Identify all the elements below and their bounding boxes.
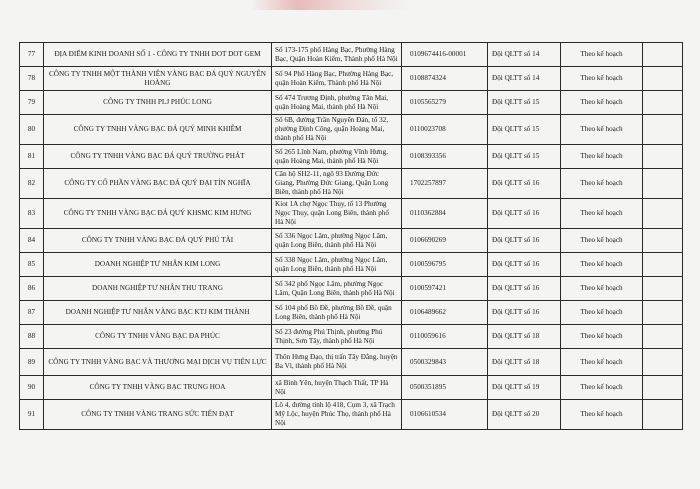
tax-code: 0108393356 xyxy=(402,145,488,169)
empty-cell xyxy=(643,253,683,277)
empty-cell xyxy=(643,376,683,400)
row-number: 82 xyxy=(20,169,44,199)
row-number: 78 xyxy=(20,67,44,91)
business-address: xã Bình Yên, huyện Thạch Thất, TP Hà Nội xyxy=(272,376,402,400)
table-row xyxy=(20,253,683,277)
table-row xyxy=(20,169,683,199)
table-row xyxy=(20,301,683,325)
inspection-table xyxy=(19,42,683,430)
tax-code: 0108874324 xyxy=(402,67,488,91)
inspection-unit: Đội QLTT số 16 xyxy=(488,229,561,253)
empty-cell xyxy=(643,301,683,325)
table-row xyxy=(20,199,683,229)
row-number: 77 xyxy=(20,43,44,67)
business-name: CÔNG TY TNHH PLJ PHÚC LONG xyxy=(44,91,272,115)
inspection-unit: Đội QLTT số 16 xyxy=(488,169,561,199)
inspection-unit: Đội QLTT số 19 xyxy=(488,376,561,400)
business-name: CÔNG TY TNHH MỘT THÀNH VIÊN VÀNG BẠC ĐÁ QUÝ NGUYÊN HOÀNG xyxy=(44,67,272,91)
tax-code: 0100597421 xyxy=(402,277,488,301)
business-address: Số 6B, đường Trần Nguyên Đán, tổ 32, phường Định Công, quận Hoàng Mai, thành phố Hà Nội xyxy=(272,115,402,145)
business-name: CÔNG TY TNHH VÀNG BẠC ĐÁ QUÝ PHÚ TÀI xyxy=(44,229,272,253)
inspection-note: Theo kế hoạch xyxy=(561,91,643,115)
inspection-note: Theo kế hoạch xyxy=(561,145,643,169)
business-address: Kiot 1A chợ Ngọc Thụy, tổ 13 Phường Ngọc Thụy, quận Long Biên, thành phố Hà Nội xyxy=(272,199,402,229)
business-address: Số 265 Lĩnh Nam, phường Vĩnh Hưng, quận Hoàng Mai, thành phố Hà Nội xyxy=(272,145,402,169)
inspection-note: Theo kế hoạch xyxy=(561,400,643,430)
inspection-unit: Đội QLTT số 16 xyxy=(488,199,561,229)
row-number: 81 xyxy=(20,145,44,169)
empty-cell xyxy=(643,400,683,430)
business-name: DOANH NGHIỆP TƯ NHÂN VÀNG BẠC KTJ KIM THÀNH xyxy=(44,301,272,325)
business-address: Số 474 Trương Định, phường Tân Mai, quận Hoàng Mai, thành phố Hà Nội xyxy=(272,91,402,115)
row-number: 88 xyxy=(20,325,44,349)
table-row xyxy=(20,376,683,400)
business-address: Số 104 phố Bồ Đề, phường Bồ Đề, quận Long Biên, thành phố Hà Nội xyxy=(272,301,402,325)
tax-code: 0105565279 xyxy=(402,91,488,115)
inspection-unit: Đội QLTT số 16 xyxy=(488,277,561,301)
inspection-unit: Đội QLTT số 16 xyxy=(488,253,561,277)
row-number: 84 xyxy=(20,229,44,253)
business-address: Số 94 Phố Hàng Bạc, Phường Hàng Bạc, quận Hoàn Kiếm, Thành phố Hà Nội xyxy=(272,67,402,91)
business-name: ĐỊA ĐIỂM KINH DOANH SỐ 1 - CÔNG TY TNHH DOT DOT GEM xyxy=(44,43,272,67)
business-name: CÔNG TY TNHH VÀNG BẠC ĐA PHÚC xyxy=(44,325,272,349)
tax-code: 0500351895 xyxy=(402,376,488,400)
inspection-note: Theo kế hoạch xyxy=(561,115,643,145)
business-address: Số 23 đường Phú Thịnh, phường Phú Thịnh, Sơn Tây, thành phố Hà Nội xyxy=(272,325,402,349)
tax-code: 0106690269 xyxy=(402,229,488,253)
business-address: Số 342 phố Ngọc Lâm, phường Ngọc Lâm, Quận Long Biên, thành phố Hà Nội xyxy=(272,277,402,301)
row-number: 79 xyxy=(20,91,44,115)
inspection-note: Theo kế hoạch xyxy=(561,43,643,67)
table-row xyxy=(20,277,683,301)
business-address: Căn hộ SH2-11, ngõ 93 Đường Đức Giang, Phường Đức Giang, Quận Long Biên, thành phố Hà Nội xyxy=(272,169,402,199)
inspection-note: Theo kế hoạch xyxy=(561,253,643,277)
table-row xyxy=(20,349,683,376)
inspection-unit: Đội QLTT số 18 xyxy=(488,349,561,376)
row-number: 86 xyxy=(20,277,44,301)
inspection-note: Theo kế hoạch xyxy=(561,301,643,325)
empty-cell xyxy=(643,91,683,115)
tax-code: 0500329843 xyxy=(402,349,488,376)
row-number: 90 xyxy=(20,376,44,400)
business-name: CÔNG TY TNHH VÀNG BẠC ĐÁ QUÝ KHSMC KIM HƯNG xyxy=(44,199,272,229)
business-name: CÔNG TY TNHH VÀNG BẠC ĐÁ QUÝ TRƯỜNG PHÁT xyxy=(44,145,272,169)
table-row xyxy=(20,43,683,67)
inspection-note: Theo kế hoạch xyxy=(561,349,643,376)
inspection-note: Theo kế hoạch xyxy=(561,169,643,199)
empty-cell xyxy=(643,145,683,169)
business-name: DOANH NGHIỆP TƯ NHÂN THU TRANG xyxy=(44,277,272,301)
empty-cell xyxy=(643,115,683,145)
inspection-unit: Đội QLTT số 15 xyxy=(488,115,561,145)
row-number: 80 xyxy=(20,115,44,145)
inspection-unit: Đội QLTT số 16 xyxy=(488,301,561,325)
inspection-note: Theo kế hoạch xyxy=(561,67,643,91)
row-number: 83 xyxy=(20,199,44,229)
tax-code: 0100596795 xyxy=(402,253,488,277)
table-row xyxy=(20,91,683,115)
table-row xyxy=(20,115,683,145)
row-number: 87 xyxy=(20,301,44,325)
business-name: DOANH NGHIỆP TƯ NHÂN KIM LONG xyxy=(44,253,272,277)
inspection-unit: Đội QLTT số 15 xyxy=(488,145,561,169)
business-address: Lô 4, đường tỉnh lộ 418, Cụm 3, xã Trạch Mỹ Lộc, huyện Phúc Thọ, thành phố Hà Nội xyxy=(272,400,402,430)
business-name: CÔNG TY TNHH VÀNG BẠC TRUNG HOA xyxy=(44,376,272,400)
business-name: CÔNG TY TNHH VÀNG BẠC ĐÁ QUÝ MINH KHIÊM xyxy=(44,115,272,145)
empty-cell xyxy=(643,169,683,199)
table-row xyxy=(20,325,683,349)
inspection-note: Theo kế hoạch xyxy=(561,229,643,253)
table-row xyxy=(20,67,683,91)
inspection-unit: Đội QLTT số 18 xyxy=(488,325,561,349)
table-row xyxy=(20,145,683,169)
business-name: CÔNG TY TNHH VÀNG BẠC VÀ THƯƠNG MẠI DỊCH VỤ TIẾN LỰC xyxy=(44,349,272,376)
tax-code: 0110023708 xyxy=(402,115,488,145)
empty-cell xyxy=(643,349,683,376)
empty-cell xyxy=(643,67,683,91)
empty-cell xyxy=(643,277,683,301)
inspection-note: Theo kế hoạch xyxy=(561,376,643,400)
inspection-note: Theo kế hoạch xyxy=(561,325,643,349)
table-row xyxy=(20,229,683,253)
tax-code: 0106610534 xyxy=(402,400,488,430)
business-address: Số 173-175 phố Hàng Bạc, Phường Hàng Bạc, Quận Hoàn Kiếm, Thành phố Hà Nội xyxy=(272,43,402,67)
empty-cell xyxy=(643,229,683,253)
inspection-unit: Đội QLTT số 14 xyxy=(488,43,561,67)
inspection-unit: Đội QLTT số 20 xyxy=(488,400,561,430)
row-number: 91 xyxy=(20,400,44,430)
tax-code: 0110362884 xyxy=(402,199,488,229)
tax-code: 0106489662 xyxy=(402,301,488,325)
empty-cell xyxy=(643,199,683,229)
tax-code: 0110059616 xyxy=(402,325,488,349)
business-address: Thôn Hưng Đạo, thị trấn Tây Đằng, huyện Ba Vì, thành phố Hà Nội xyxy=(272,349,402,376)
business-name: CÔNG TY CỔ PHẦN VÀNG BẠC ĐÁ QUÝ ĐẠI TÍN NGHĨA xyxy=(44,169,272,199)
empty-cell xyxy=(643,43,683,67)
inspection-unit: Đội QLTT số 15 xyxy=(488,91,561,115)
row-number: 85 xyxy=(20,253,44,277)
business-name: CÔNG TY TNHH VÀNG TRANG SỨC TIẾN ĐẠT xyxy=(44,400,272,430)
table-row xyxy=(20,400,683,430)
tax-code: 1702257897 xyxy=(402,169,488,199)
empty-cell xyxy=(643,325,683,349)
inspection-unit: Đội QLTT số 14 xyxy=(488,67,561,91)
red-stamp-mark xyxy=(250,0,410,10)
inspection-note: Theo kế hoạch xyxy=(561,199,643,229)
business-address: Số 336 Ngọc Lâm, phường Ngọc Lâm, quận Long Biên, thành phố Hà Nội xyxy=(272,229,402,253)
row-number: 89 xyxy=(20,349,44,376)
inspection-note: Theo kế hoạch xyxy=(561,277,643,301)
business-address: Số 338 Ngọc Lâm, phường Ngọc Lâm, quận Long Biên, thành phố Hà Nội xyxy=(272,253,402,277)
tax-code: 0109674416-00001 xyxy=(402,43,488,67)
